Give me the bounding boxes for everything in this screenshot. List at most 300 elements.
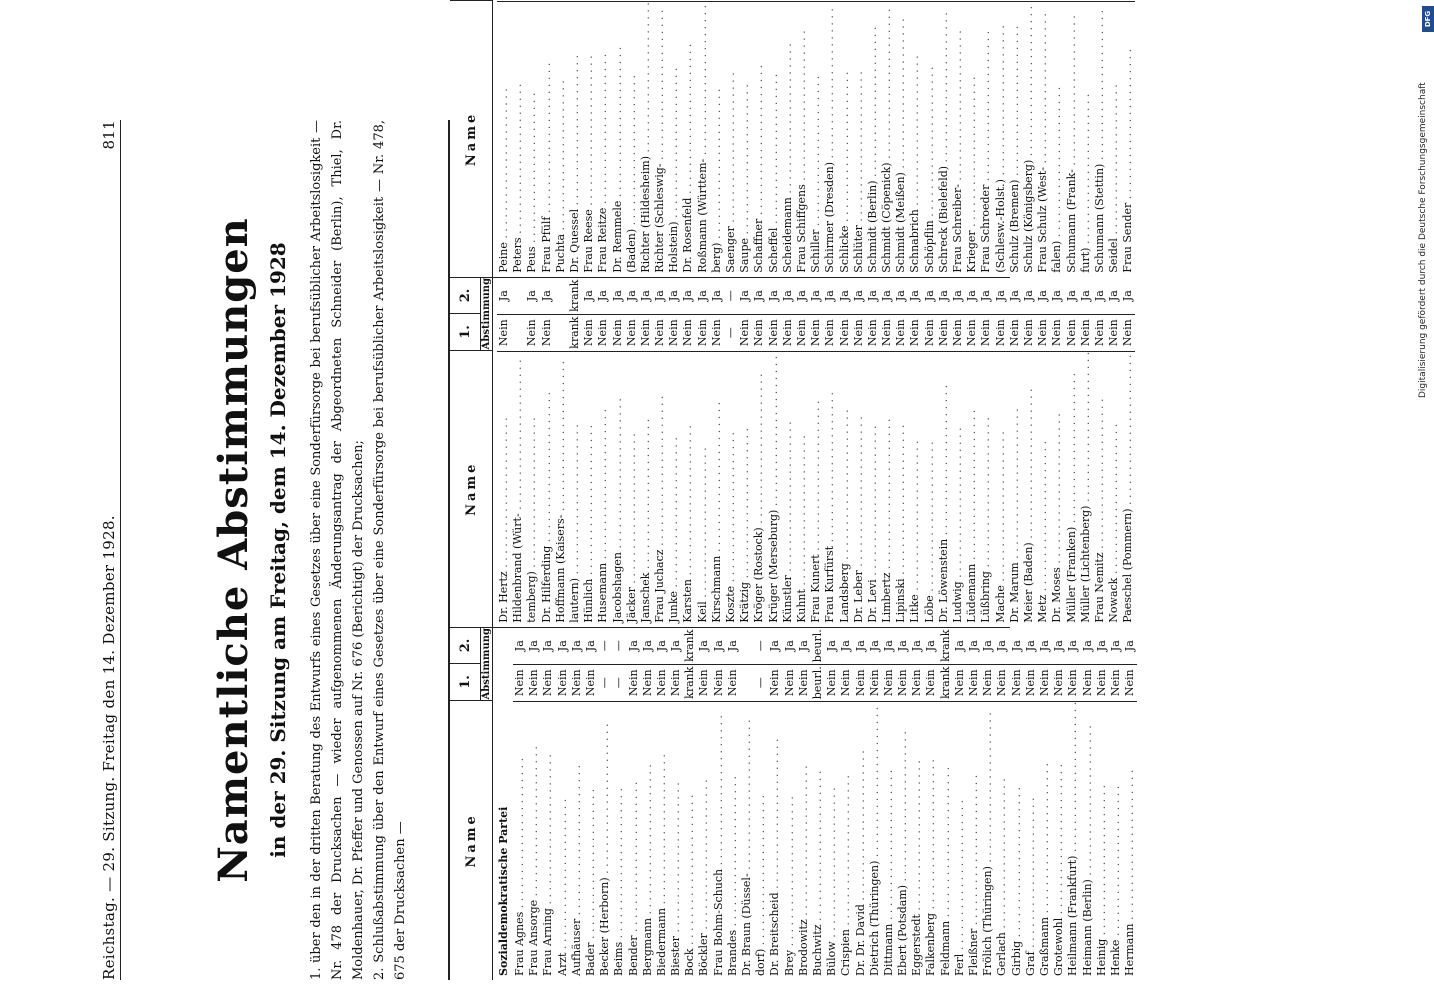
vote-1-cell: Nein: [825, 664, 839, 701]
table-row: [639, 278, 653, 627]
member-name: Müller (Franken) . . .: [1065, 351, 1079, 627]
vote-2-cell: Ja: [610, 290, 624, 302]
table-row: [627, 628, 641, 980]
vote-1-cell: Nein: [1066, 664, 1080, 701]
member-name: Frau Ansorge . . .: [527, 701, 541, 980]
vote-1-cell: [951, 0, 965, 1]
vote-2-cell: Ja: [881, 640, 895, 652]
vote-2-cell: Ja: [837, 290, 851, 302]
member-name: Karsten . . .: [681, 351, 695, 627]
vote-2-cell: Ja: [497, 290, 510, 302]
member-name: Frau Agnes . . .: [513, 701, 527, 980]
member-name: Richter (Schleswig- . . .: [653, 1, 667, 277]
vote-2-cell: Ja: [1107, 290, 1121, 302]
table-row: [1065, 0, 1079, 277]
member-name: Dr. Quessel . . .: [568, 1, 582, 277]
vote-2-header: 2.: [450, 628, 480, 665]
member-name: berg) . . .: [710, 1, 724, 277]
vote-2-cell: Ja: [624, 290, 638, 302]
vote-1-cell: [568, 0, 582, 1]
member-name: Brey . . .: [783, 701, 797, 980]
member-name: Grotewohl . . .: [1052, 701, 1066, 980]
table-row: [525, 0, 539, 277]
vote-2-cell: Ja: [709, 290, 723, 302]
member-name: Krieger . . .: [965, 1, 979, 277]
vote-2-cell: Ja: [583, 640, 597, 652]
table-row: [1010, 628, 1024, 980]
table-row: [910, 628, 924, 980]
member-name: Schmidt (Cöpenick) . . .: [880, 1, 894, 277]
member-name: Henke . . .: [1109, 701, 1123, 980]
vote-1-cell: [625, 0, 639, 1]
member-name: Frau Kunert . . .: [809, 351, 823, 627]
member-name: Graßmann . . .: [1038, 701, 1052, 980]
member-name: Hoffmann (Kaisers- . . .: [554, 351, 568, 627]
vote-1-cell: Nein: [937, 314, 951, 351]
table-row: [768, 628, 782, 980]
table-row: [696, 278, 710, 627]
table-row: [752, 278, 766, 627]
member-name: Frau Arning . . .: [541, 701, 555, 980]
table-row: [852, 278, 866, 627]
page-subtitle: in der 29. Sitzung am Freitag, dem 14. Dezember 1928: [266, 242, 290, 858]
member-name: Ferl . . .: [953, 701, 967, 980]
table-row: [1121, 278, 1135, 627]
table-row: [1024, 628, 1038, 980]
member-name: Dr. Hertz . . .: [497, 351, 511, 627]
vote-1-cell: Nein: [1121, 314, 1135, 351]
table-row: [994, 0, 1008, 277]
vote-1-cell: [994, 0, 1008, 1]
vote-1-cell: Nein: [738, 314, 752, 351]
table-row: [823, 0, 837, 277]
member-name: Bergmann . . .: [641, 701, 655, 980]
table-row: [754, 628, 768, 980]
table-row: [525, 278, 539, 627]
table-row: [896, 628, 910, 980]
vote-1-cell: Nein: [910, 664, 924, 701]
vote-2-cell: Ja: [896, 640, 910, 652]
table-body: [493, 278, 1135, 627]
vote-2-cell: Ja: [853, 640, 867, 652]
member-name: Schreck (Bielefeld) . . .: [937, 1, 951, 277]
table-row: [655, 628, 669, 980]
vote-1-cell: [852, 0, 866, 1]
table-row: [1036, 278, 1050, 627]
table-row: [611, 278, 625, 627]
vote-1-cell: [809, 0, 823, 1]
vote-1-cell: Nein: [513, 664, 527, 701]
member-name: Saenger . . .: [724, 1, 738, 277]
member-name: Dr. Breitscheid . . .: [768, 701, 782, 980]
name-column-header: Name: [450, 350, 492, 627]
vote-1-cell: Nein: [527, 664, 541, 701]
table-row: [825, 628, 839, 980]
vote-2-cell: Ja: [1023, 640, 1037, 652]
vote-2-cell: Ja: [1009, 640, 1023, 652]
vote-1-cell: Nein: [540, 314, 554, 351]
table-row: [1066, 628, 1080, 980]
table-row: [554, 278, 568, 627]
vote-1-cell: Nein: [1095, 664, 1109, 701]
vote-2-cell: Ja: [1050, 290, 1064, 302]
vote-2-cell: Ja: [1052, 640, 1066, 652]
vote-1-cell: Nein: [712, 664, 726, 701]
vote-1-cell: Nein: [866, 314, 880, 351]
vote-1-cell: [696, 0, 710, 1]
table-row: [596, 278, 610, 627]
vote-2-cell: Ja: [796, 640, 810, 652]
vote-1-cell: [1022, 0, 1036, 1]
table-row: [767, 0, 781, 277]
vote-1-cell: [908, 0, 922, 1]
vote-1-cell: Nein: [896, 664, 910, 701]
vote-1-cell: Nein: [639, 314, 653, 351]
table-row: [781, 0, 795, 277]
vote-1-header: 1.: [457, 325, 473, 339]
vote-2-cell: Ja: [825, 640, 839, 652]
member-name: Frau Schreiber- . . .: [951, 1, 965, 277]
vote-2-cell: Ja: [1037, 640, 1051, 652]
vote-2-cell: Ja: [1121, 290, 1135, 302]
vote-1-cell: [866, 0, 880, 1]
table-row: [598, 628, 612, 980]
table-row: [809, 0, 823, 277]
vote-2-cell: beurl.: [810, 629, 824, 663]
table-row: [795, 278, 809, 627]
vote-1-cell: Nein: [1022, 314, 1036, 351]
vote-2-cell: Ja: [640, 640, 654, 652]
vote-1-cell: Nein: [1109, 664, 1123, 701]
vote-1-cell: [525, 0, 539, 1]
table-row: [937, 0, 951, 277]
vote-1-cell: Nein: [967, 664, 981, 701]
vote-1-cell: Nein: [994, 314, 1008, 351]
member-name: Limbertz . . .: [880, 351, 894, 627]
table-row: [697, 628, 711, 980]
table-row: [541, 628, 555, 980]
vote-1-cell: —: [598, 664, 612, 701]
name-column-header: Name: [450, 0, 492, 277]
vote-1-cell: Nein: [497, 314, 511, 351]
member-name: Graf . . .: [1024, 701, 1038, 980]
member-name: Schöpflin . . .: [923, 1, 937, 277]
vote-1-cell: Nein: [894, 314, 908, 351]
vote-1-cell: Nein: [965, 314, 979, 351]
vote-table-2: [450, 277, 1135, 628]
page-number: 811: [100, 120, 118, 150]
vote-2-cell: Ja: [766, 290, 780, 302]
vote-2-cell: Ja: [880, 290, 894, 302]
vote-2-cell: Ja: [1021, 290, 1035, 302]
vote-1-cell: [937, 0, 951, 1]
table-row: [880, 278, 894, 627]
table-row: [965, 278, 979, 627]
vote-1-cell: [795, 0, 809, 1]
vote-2-cell: Ja: [809, 290, 823, 302]
table-row: [838, 0, 852, 277]
member-name: Scheffel . . .: [767, 1, 781, 277]
member-name: Falkenberg . . .: [924, 701, 938, 980]
vote-2-cell: Ja: [1064, 290, 1078, 302]
member-name: Schlüter . . .: [852, 1, 866, 277]
member-name: Frau Schiffgens . . .: [795, 1, 809, 277]
table-row: [854, 628, 868, 980]
vote-2-cell: Ja: [711, 640, 725, 652]
member-name: Künstler . . .: [781, 351, 795, 627]
member-name: Frau Juchacz . . .: [653, 351, 667, 627]
member-name: Müller (Lichtenberg) . . .: [1079, 351, 1093, 627]
vote-1-cell: Nein: [556, 664, 570, 701]
table-row: [584, 628, 598, 980]
table-row: [880, 0, 894, 277]
running-header: [96, 120, 122, 980]
member-name: Richter (Hildesheim) . . .: [639, 1, 653, 277]
vote-1-cell: —: [724, 314, 738, 351]
vote-2-cell: Ja: [910, 640, 924, 652]
vote-1-cell: Nein: [1107, 314, 1121, 351]
vote-2-cell: Ja: [839, 640, 853, 652]
member-name: Nowack . . .: [1107, 351, 1121, 627]
member-name: Fleißner . . .: [967, 701, 981, 980]
vote-1-cell: [979, 0, 993, 1]
member-name: Brodowitz . . .: [797, 701, 811, 980]
vote-tables: [448, 111, 1137, 980]
table-row: [1095, 628, 1109, 980]
vote-table-3: [450, 0, 1135, 278]
table-row: [710, 278, 724, 627]
table-row: [979, 278, 993, 627]
member-name: Schumann (Stettin) . . .: [1093, 1, 1107, 277]
member-name: Peine . . .: [497, 1, 511, 277]
member-name: furt) . . .: [1079, 1, 1093, 277]
vote-2-cell: Ja: [936, 290, 950, 302]
table-row: [1065, 278, 1079, 627]
table-row: [497, 278, 511, 627]
member-name: Kuhnt . . .: [795, 351, 809, 627]
member-name: Frau Pfülf . . .: [540, 1, 554, 277]
vote-2-cell: [511, 278, 525, 314]
table-row: [1050, 278, 1064, 627]
table-row: [924, 628, 938, 980]
member-name: Ludwig . . .: [951, 351, 965, 627]
vote-1-cell: [740, 664, 754, 701]
member-name: Löbe . . .: [923, 351, 937, 627]
table-row: [513, 628, 527, 980]
vote-2-cell: Ja: [555, 640, 569, 652]
votes-label: Abstimmung: [481, 277, 492, 350]
vote-2-cell: Ja: [569, 640, 583, 652]
member-name: Frölich (Thüringen) . . .: [981, 701, 995, 980]
vote-1-cell: [1107, 0, 1121, 1]
member-name: Hermann . . .: [1123, 701, 1137, 980]
vote-2-header: 2.: [450, 278, 480, 315]
vote-1-cell: [838, 0, 852, 1]
vote-1-cell: Nein: [667, 314, 681, 351]
table-row: [625, 278, 639, 627]
vote-2-cell: Ja: [1080, 640, 1094, 652]
table-row: [852, 0, 866, 277]
member-name: (Schlesw.-Holst.) . . .: [994, 1, 1008, 277]
member-name: Bader . . .: [584, 701, 598, 980]
table-row: [696, 0, 710, 277]
table-row: [527, 628, 541, 980]
table-row: [570, 628, 584, 980]
vote-1-cell: [511, 314, 525, 351]
party-heading: Sozialdemokratische Partei: [497, 806, 510, 976]
vote-1-cell: Nein: [923, 314, 937, 351]
vote-1-cell: Nein: [625, 314, 639, 351]
vote-2-cell: Ja: [1094, 640, 1108, 652]
member-name: Schumann (Frank- . . .: [1065, 1, 1079, 277]
vote-2-cell: Ja: [851, 290, 865, 302]
member-name: Dr. Levi . . .: [866, 351, 880, 627]
member-name: Dr. Leber . . .: [852, 351, 866, 627]
table-row: [738, 0, 752, 277]
member-name: Biester . . .: [669, 701, 683, 980]
member-name: Peus . . .: [525, 1, 539, 277]
vote-1-cell: [738, 0, 752, 1]
member-name: Frau Reese . . .: [582, 1, 596, 277]
vote-2-cell: krank: [683, 629, 697, 662]
vote-1-cell: Nein: [852, 314, 866, 351]
vote-1-cell: Nein: [781, 314, 795, 351]
table-row: [683, 628, 697, 980]
table-row: [908, 278, 922, 627]
vote-1-cell: Nein: [979, 314, 993, 351]
member-name: Schulz (Königsberg) . . .: [1022, 1, 1036, 277]
vote-2-cell: Ja: [527, 640, 541, 652]
vote-1-cell: Nein: [681, 314, 695, 351]
vote-1-cell: Nein: [1024, 664, 1038, 701]
vote-2-cell: Ja: [1078, 290, 1092, 302]
vote-1-cell: Nein: [981, 664, 995, 701]
table-row: [710, 0, 724, 277]
member-name: lautern) . . .: [568, 351, 582, 627]
member-name: Hünlich . . .: [582, 351, 596, 627]
vote-2-cell: Ja: [967, 640, 980, 652]
vote-1-cell: [497, 0, 511, 1]
vote-1-cell: Nein: [995, 664, 1009, 701]
vote-1-cell: [823, 0, 837, 1]
vote-2-cell: Ja: [653, 290, 667, 302]
table-row: [740, 628, 754, 980]
vote-1-cell: [1036, 0, 1050, 1]
member-name: Mache . . .: [994, 351, 1008, 627]
table-row: [939, 628, 953, 980]
member-name: Böckler . . .: [697, 701, 711, 980]
member-name: Girbig . . .: [1010, 701, 1024, 980]
vote-1-cell: Nein: [783, 664, 797, 701]
vote-2-cell: Ja: [1092, 290, 1106, 302]
table-row: [1022, 0, 1036, 277]
vote-1-cell: Nein: [541, 664, 555, 701]
table-row: [1123, 628, 1137, 980]
table-row: [967, 628, 981, 980]
member-name: Schiller . . .: [809, 1, 823, 277]
member-name: (Baden) . . .: [625, 1, 639, 277]
vote-1-cell: krank: [683, 664, 697, 701]
vote-1-cell: [1008, 0, 1022, 1]
vote-1-cell: Nein: [823, 314, 837, 351]
vote-1-cell: [596, 0, 610, 1]
table-row: [1008, 0, 1022, 277]
vote-2-cell: Ja: [908, 290, 922, 302]
vote-1-cell: [724, 0, 738, 1]
intro-item-2: 2. Schlußabstimmung über den Entwurf eines Gesetzes über eine Sonderfürsorge bei berufsüblicher Arbeitslosigkeit — Nr. 478, 675 der Drucksachen —: [372, 120, 408, 980]
vote-1-cell: [667, 0, 681, 1]
table-row: [554, 0, 568, 277]
vote-1-cell: Nein: [710, 314, 724, 351]
vote-1-cell: [582, 0, 596, 1]
vote-2-cell: Ja: [626, 640, 640, 652]
table-row: [839, 628, 853, 980]
vote-2-cell: Ja: [1066, 640, 1080, 652]
member-name: Heilmann (Frankfurt) . . .: [1066, 701, 1080, 980]
member-name: Dittmann . . .: [882, 701, 896, 980]
vote-2-cell: Ja: [1007, 290, 1021, 302]
vote-2-cell: Ja: [541, 640, 555, 652]
member-name: Frau Sender . . .: [1121, 1, 1135, 277]
vote-1-cell: Nein: [838, 314, 852, 351]
member-name: Dr. Braun (Düssel- . . .: [740, 701, 754, 980]
vote-2-cell: Ja: [582, 290, 596, 302]
vote-1-header: 1.: [457, 675, 473, 689]
vote-1-cell: [511, 0, 525, 1]
member-name: Becker (Herborn) . . .: [598, 701, 612, 980]
vote-1-cell: [965, 0, 979, 1]
vote-2-cell: —: [612, 640, 626, 652]
vote-2-cell: Ja: [667, 290, 681, 302]
vote-1-cell: Nein: [726, 664, 740, 701]
vote-1-cell: Nein: [584, 664, 598, 701]
vote-1-cell: —: [612, 664, 626, 701]
vote-2-cell: Ja: [951, 290, 964, 302]
member-name: Jacobshagen . . .: [611, 351, 625, 627]
vote-2-cell: krank: [567, 279, 581, 312]
vote-1-cell: Nein: [880, 314, 894, 351]
vote-1-cell: Nein: [570, 664, 584, 701]
table-row: [953, 628, 967, 980]
member-name: Seidel . . .: [1107, 1, 1121, 277]
vote-1-cell: Nein: [1079, 314, 1093, 351]
vote-2-cell: Ja: [780, 290, 794, 302]
table-row: [667, 0, 681, 277]
vote-1-cell: Nein: [795, 314, 809, 351]
table-row: [726, 628, 740, 980]
member-name: Kröger (Rostock) . . .: [752, 351, 766, 627]
table-row: [511, 278, 525, 627]
table-row: [1093, 278, 1107, 627]
member-name: Schirmer (Dresden) . . .: [823, 1, 837, 277]
table-row: [811, 628, 825, 980]
member-name: Dr. Remmele . . .: [611, 1, 625, 277]
vote-1-cell: Nein: [767, 314, 781, 351]
vote-1-cell: [1093, 0, 1107, 1]
member-name: Hildenbrand (Würt- . . .: [511, 351, 525, 627]
vote-2-cell: Ja: [1123, 640, 1137, 652]
vote-1-cell: Nein: [1065, 314, 1079, 351]
vote-1-cell: [1121, 0, 1135, 1]
table-row: [724, 0, 738, 277]
table-row: [795, 0, 809, 277]
vote-1-cell: [554, 0, 568, 1]
vote-1-cell: [1065, 0, 1079, 1]
table-row: [511, 0, 525, 277]
member-name: temberg) . . .: [525, 351, 539, 627]
sidenote-text: Digitalisierung gefördert durch die Deutsche Forschungsgemeinschaft: [1418, 82, 1428, 398]
table-row: [951, 0, 965, 277]
